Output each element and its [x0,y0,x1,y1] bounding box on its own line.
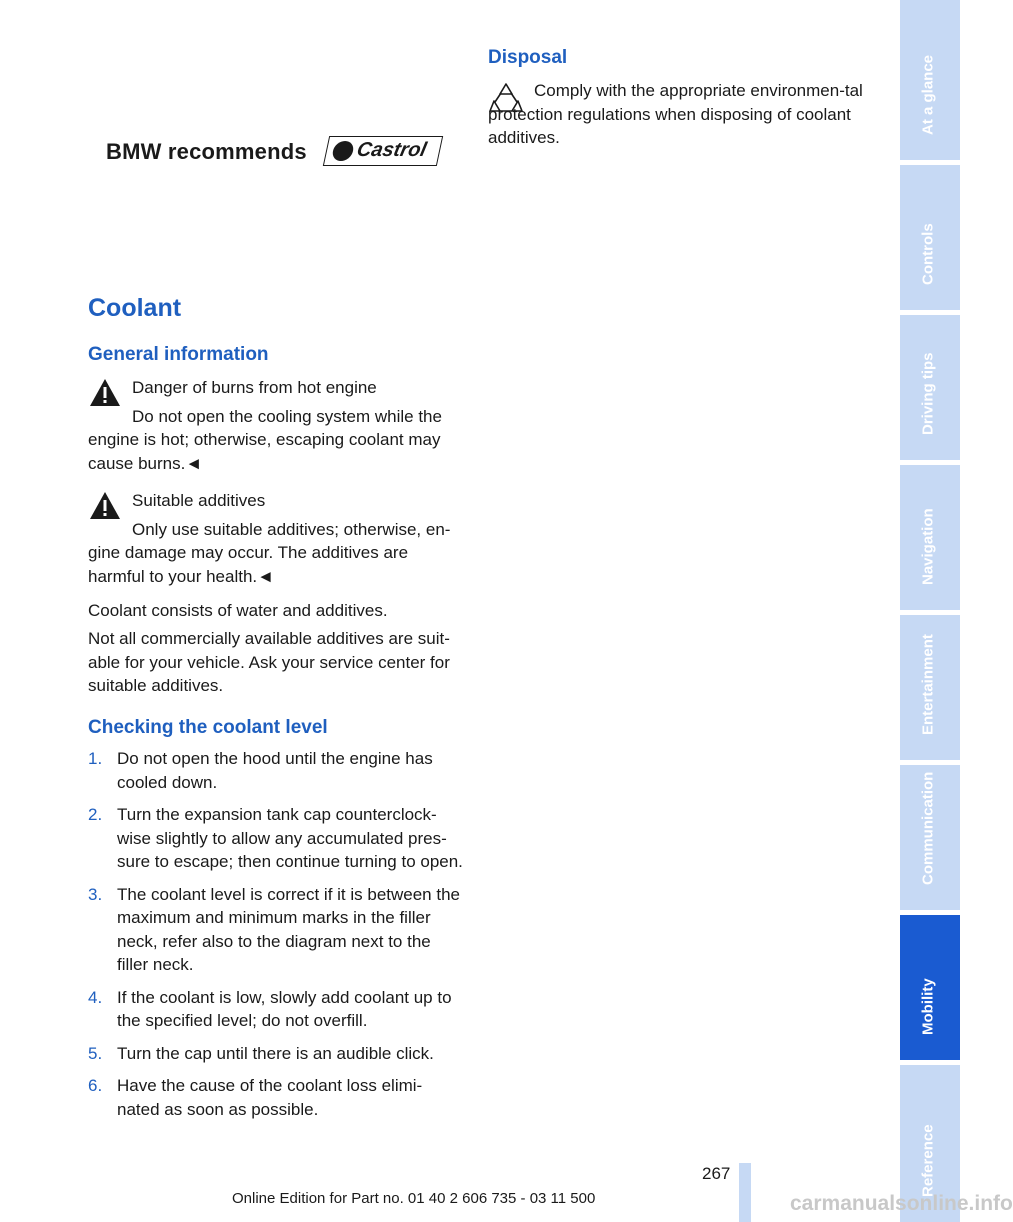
tab-navigation[interactable] [900,465,960,610]
warning-suitable-additives-body: Only use suitable additives; otherwise, en-gine damage may occur. The additives are harmful to your health.◄ [88,519,451,586]
tab-at-a-glance[interactable] [900,0,960,160]
checking-coolant-heading: Checking the coolant level [88,717,328,738]
section-tabs [900,0,960,1222]
tab-communication[interactable] [900,765,960,910]
warning-triangle-icon [88,489,122,523]
tab-controls[interactable] [900,165,960,310]
coolant-title: Coolant [88,294,182,322]
step-text: Turn the cap until there is an audible click. [117,1043,434,1063]
list-item [88,1042,463,1066]
warning-hot-engine [88,376,460,475]
tab-label: Driving tips [919,352,937,435]
tab-driving-tips[interactable] [900,315,960,460]
tab-label: Mobility [919,978,937,1035]
step-number: 5. [88,1043,103,1063]
list-item [88,883,463,977]
warning-hot-engine-body: Do not open the cooling system while the engine is hot; otherwise, escaping coolant may cause burns.◄ [88,406,442,473]
step-number: 1. [88,749,103,768]
additives-advice-text: Not all commercially available additives are suit-able for your vehicle. Ask your service center for suitable additives. [88,629,450,695]
warning-suitable-additives [88,489,460,588]
tab-label: Reference [919,1124,937,1197]
tab-label: At a glance [919,54,937,135]
step-text: Have the cause of the coolant loss elimi-nated as soon as possible. [117,1076,423,1119]
page-number: 267 [702,1164,731,1183]
warning-suitable-additives-heading: Suitable additives [132,491,266,510]
page-number-bar [739,1163,751,1222]
disposal-body: Comply with the appropriate environmen-tal protection regulations when disposing of coolant additives. [488,81,863,147]
bmw-recommends-banner [106,136,446,170]
tab-label: Communication [919,771,937,885]
disposal-note [488,79,863,150]
edition-footer: Online Edition for Part no. 01 40 2 606 735 - 03 11 500 [232,1190,596,1207]
recycle-icon [488,81,524,117]
step-text: If the coolant is low, slowly add coolant up to the specified level; do not overfill. [117,987,452,1030]
list-item [88,747,463,794]
step-number: 6. [88,1076,103,1095]
tab-label: Entertainment [919,634,937,735]
step-text: The coolant level is correct if it is between the maximum and minimum marks in the filler neck, refer also to the diagram next to the filler neck. [117,884,460,974]
list-item [88,986,463,1033]
disposal-heading: Disposal [488,47,568,68]
step-number: 4. [88,987,103,1007]
step-text: Do not open the hood until the engine has cooled down. [117,749,433,792]
step-number: 2. [88,805,103,824]
step-number: 3. [88,884,103,904]
coolant-composition-text: Coolant consists of water and additives. [88,601,388,620]
tab-entertainment[interactable] [900,615,960,760]
step-text: Turn the expansion tank cap counterclock-wise slightly to allow any accumulated pres-sure to escape; then continue turning to open. [117,805,463,871]
castrol-logo [323,136,443,166]
warning-hot-engine-heading: Danger of burns from hot engine [132,378,377,397]
warning-triangle-icon [88,376,122,410]
castrol-logo-text: Castrol [354,139,429,161]
tab-label: Controls [919,223,937,285]
watermark: carmanualsonline.info [790,1192,1013,1215]
banner-text: BMW recommends [106,139,307,164]
castrol-logo-mark [331,141,355,161]
tab-label: Navigation [919,508,937,585]
tab-mobility[interactable] [900,915,960,1060]
general-information-heading: General information [88,344,269,365]
coolant-steps-list [88,747,463,1130]
list-item [88,1074,463,1121]
list-item [88,803,463,874]
